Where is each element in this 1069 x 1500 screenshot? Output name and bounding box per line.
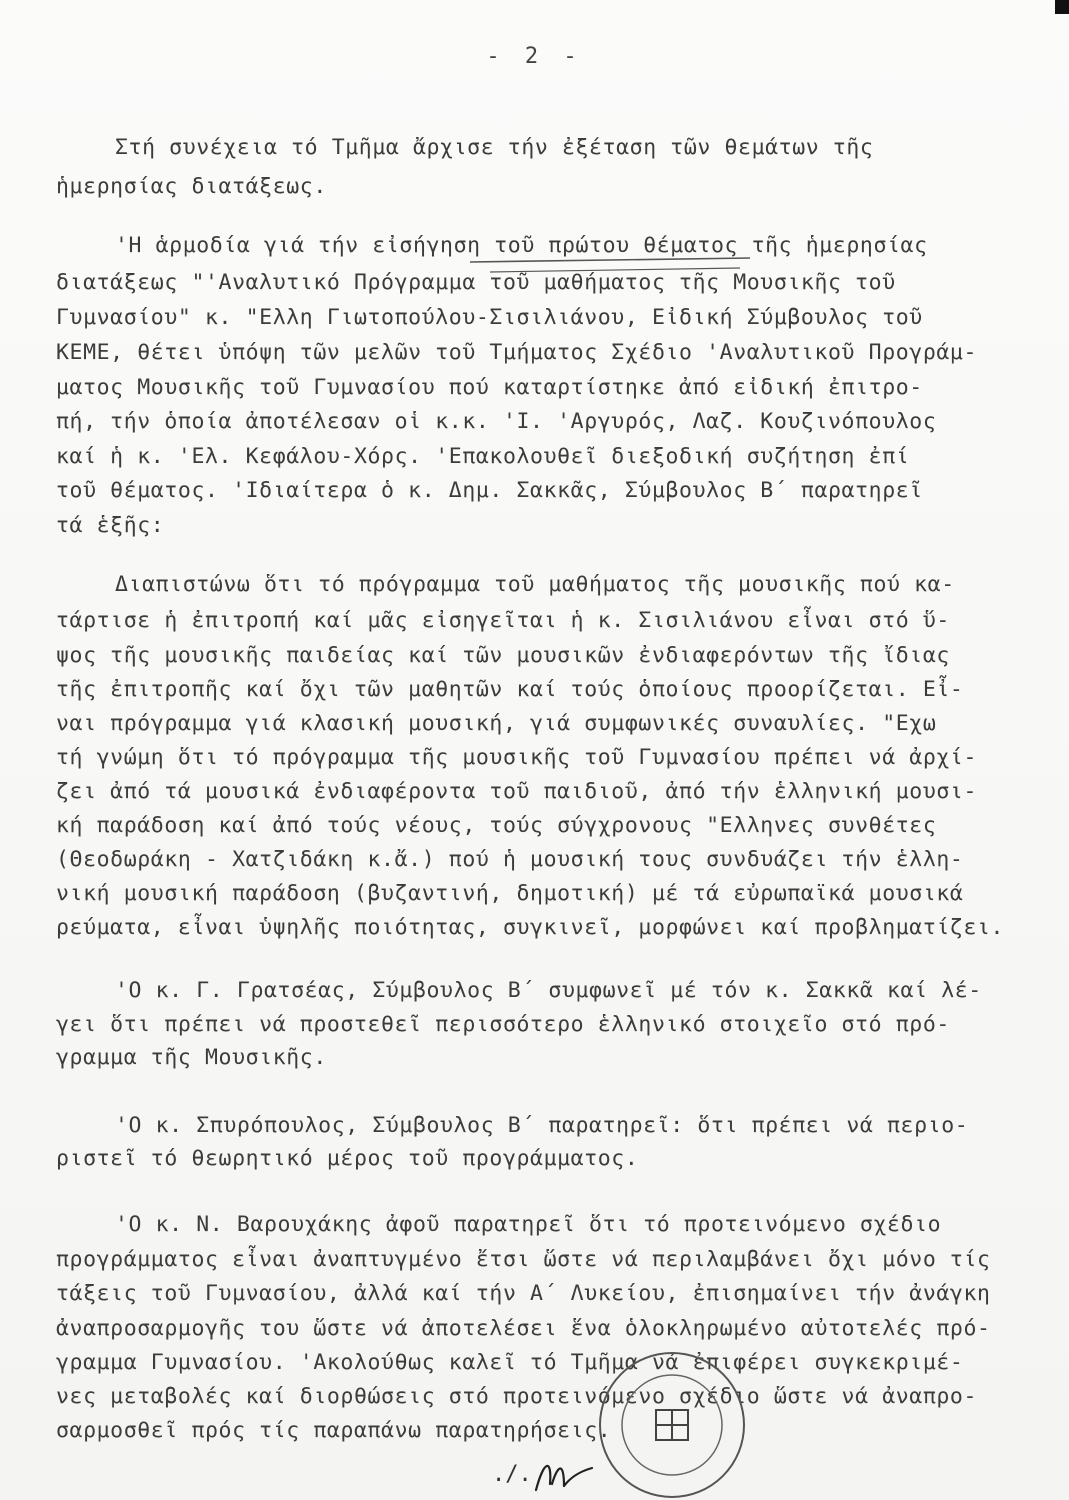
text-line: διατάξεως "'Αναλυτικό Πρόγραμμα τοῦ μαθήματος τῆς Μουσικῆς τοῦ — [56, 270, 896, 295]
text-line: νες μεταβολές καί διορθώσεις στό προτεινόμενο σχέδιο ὥστε νά ἀναπρο- — [56, 1384, 977, 1409]
text-line: πή, τήν ὁποία ἀποτέλεσαν οἱ κ.κ. 'Ι. 'Αργυρός, Λαζ. Κουζινόπουλος — [56, 409, 937, 434]
text-line: ΚΕΜΕ, θέτει ὑπόψη τῶν μελῶν τοῦ Τμήματος Σχέδιο 'Αναλυτικοῦ Προγράμ- — [56, 340, 977, 365]
text-line: σαρμοσθεῖ πρός τίς παραπάνω παρατηρήσεις. — [56, 1418, 612, 1443]
page-number: - 2 - — [486, 44, 583, 69]
text-line: ναι πρόγραμμα γιά κλασική μουσική, γιά συμφωνικές συναυλίες. "Εχω — [56, 711, 937, 736]
text-line: τοῦ θέματος. 'Ιδιαίτερα ὁ κ. Δημ. Σακκᾶς, Σύμβουλος Β΄ παρατηρεῖ — [56, 478, 923, 503]
text-line: 'Ο κ. Γ. Γρατσέας, Σύμβουλος Β΄ συμφωνεῖ μέ τόν κ. Σακκᾶ καί λέ- — [115, 978, 982, 1003]
text-line: προγράμματος εἶναι ἀναπτυγμένο ἔτσι ὥστε νά περιλαμβάνει ὄχι μόνο τίς — [56, 1247, 991, 1272]
text-line: τή γνώμη ὅτι τό πρόγραμμα τῆς μουσικῆς τοῦ Γυμνασίου πρέπει νά ἀρχί- — [56, 745, 977, 770]
official-stamp-icon — [572, 1330, 772, 1500]
text-line: Γυμνασίου" κ. "Ελλη Γιωτοπούλου-Σισιλιάνου, Εἰδική Σύμβουλος τοῦ — [56, 305, 923, 330]
text-line: γραμμα Γυμνασίου. 'Ακολούθως καλεῖ τό Τμῆμα νά ἐπιφέρει συγκεκριμέ- — [56, 1350, 964, 1375]
text-line: ζει ἀπό τά μουσικά ἐνδιαφέροντα τοῦ παιδιοῦ, ἀπό τήν ἑλληνική μουσι- — [56, 779, 977, 804]
text-line: καί ἡ κ. 'Ελ. Κεφάλου-Χόρς. 'Επακολουθεῖ διεξοδική συζήτηση ἐπί — [56, 444, 910, 469]
continuation-mark: ./. — [492, 1462, 532, 1487]
text-line: τάξεις τοῦ Γυμνασίου, ἀλλά καί τήν Α΄ Λυκείου, ἐπισημαίνει τήν ἀνάγκη — [56, 1281, 991, 1306]
text-line: τῆς ἐπιτροπῆς καί ὄχι τῶν μαθητῶν καί τούς ὁποίους προορίζεται. Εἶ- — [56, 677, 964, 702]
text-line: ἀναπροσαρμογῆς του ὥστε νά ἀποτελέσει ἕνα ὁλοκληρωμένο αὐτοτελές πρό- — [56, 1316, 991, 1341]
text-line: γραμμα τῆς Μουσικῆς. — [56, 1045, 327, 1070]
text-line: κή παράδοση καί ἀπό τούς νέους, τούς σύγχρονους "Ελληνες συνθέτες — [56, 813, 937, 838]
text-line: γει ὅτι πρέπει νά προστεθεῖ περισσότερο ἑλληνικό στοιχεῖο στό πρό- — [56, 1012, 950, 1037]
text-line: νική μουσική παράδοση (βυζαντινή, δημοτική) μέ τά εὐρωπαϊκά μουσικά — [56, 881, 964, 906]
text-line: Στή συνέχεια τό Τμῆμα ἄρχισε τήν ἐξέταση τῶν θεμάτων τῆς — [115, 135, 874, 160]
text-line: (Θεοδωράκη - Χατζιδάκη κ.ἄ.) πού ἡ μουσική τους συνδυάζει τήν ἑλλη- — [56, 847, 964, 872]
text-line: ψος τῆς μουσικῆς παιδείας καί τῶν μουσικῶν ἐνδιαφερόντων τῆς ἴδιας — [56, 643, 950, 668]
text-line: τάρτισε ἡ ἐπιτροπή καί μᾶς εἰσηγεῖται ἡ κ. Σισιλιάνου εἶναι στό ὕ- — [56, 608, 950, 633]
text-line: ρεύματα, εἶναι ὑψηλῆς ποιότητας, συγκινεῖ, μορφώνει καί προβληματίζει. — [56, 915, 1005, 940]
handwritten-signature-icon — [530, 1450, 600, 1498]
text-line: 'Ο κ. Ν. Βαρουχάκης ἀφοῦ παρατηρεῖ ὅτι τό προτεινόμενο σχέδιο — [115, 1212, 942, 1237]
text-line: Διαπιστώνω ὅτι τό πρόγραμμα τοῦ μαθήματος τῆς μουσικῆς πού κα- — [115, 572, 955, 597]
text-line: 'Ο κ. Σπυρόπουλος, Σύμβουλος Β΄ παρατηρεῖ: ὅτι πρέπει νά περιο- — [115, 1113, 969, 1138]
text-line: ἡμερησίας διατάξεως. — [56, 174, 327, 199]
text-line: ματος Μουσικῆς τοῦ Γυμνασίου πού καταρτίστηκε ἀπό εἰδική ἐπιτρο- — [56, 375, 923, 400]
text-line: 'Η ἁρμοδία γιά τήν εἰσήγηση τοῦ πρώτου θέματος τῆς ἡμερησίας — [115, 233, 928, 258]
text-line: ριστεῖ τό θεωρητικό μέρος τοῦ προγράμματος. — [56, 1146, 639, 1171]
text-line: τά ἑξῆς: — [56, 513, 165, 538]
